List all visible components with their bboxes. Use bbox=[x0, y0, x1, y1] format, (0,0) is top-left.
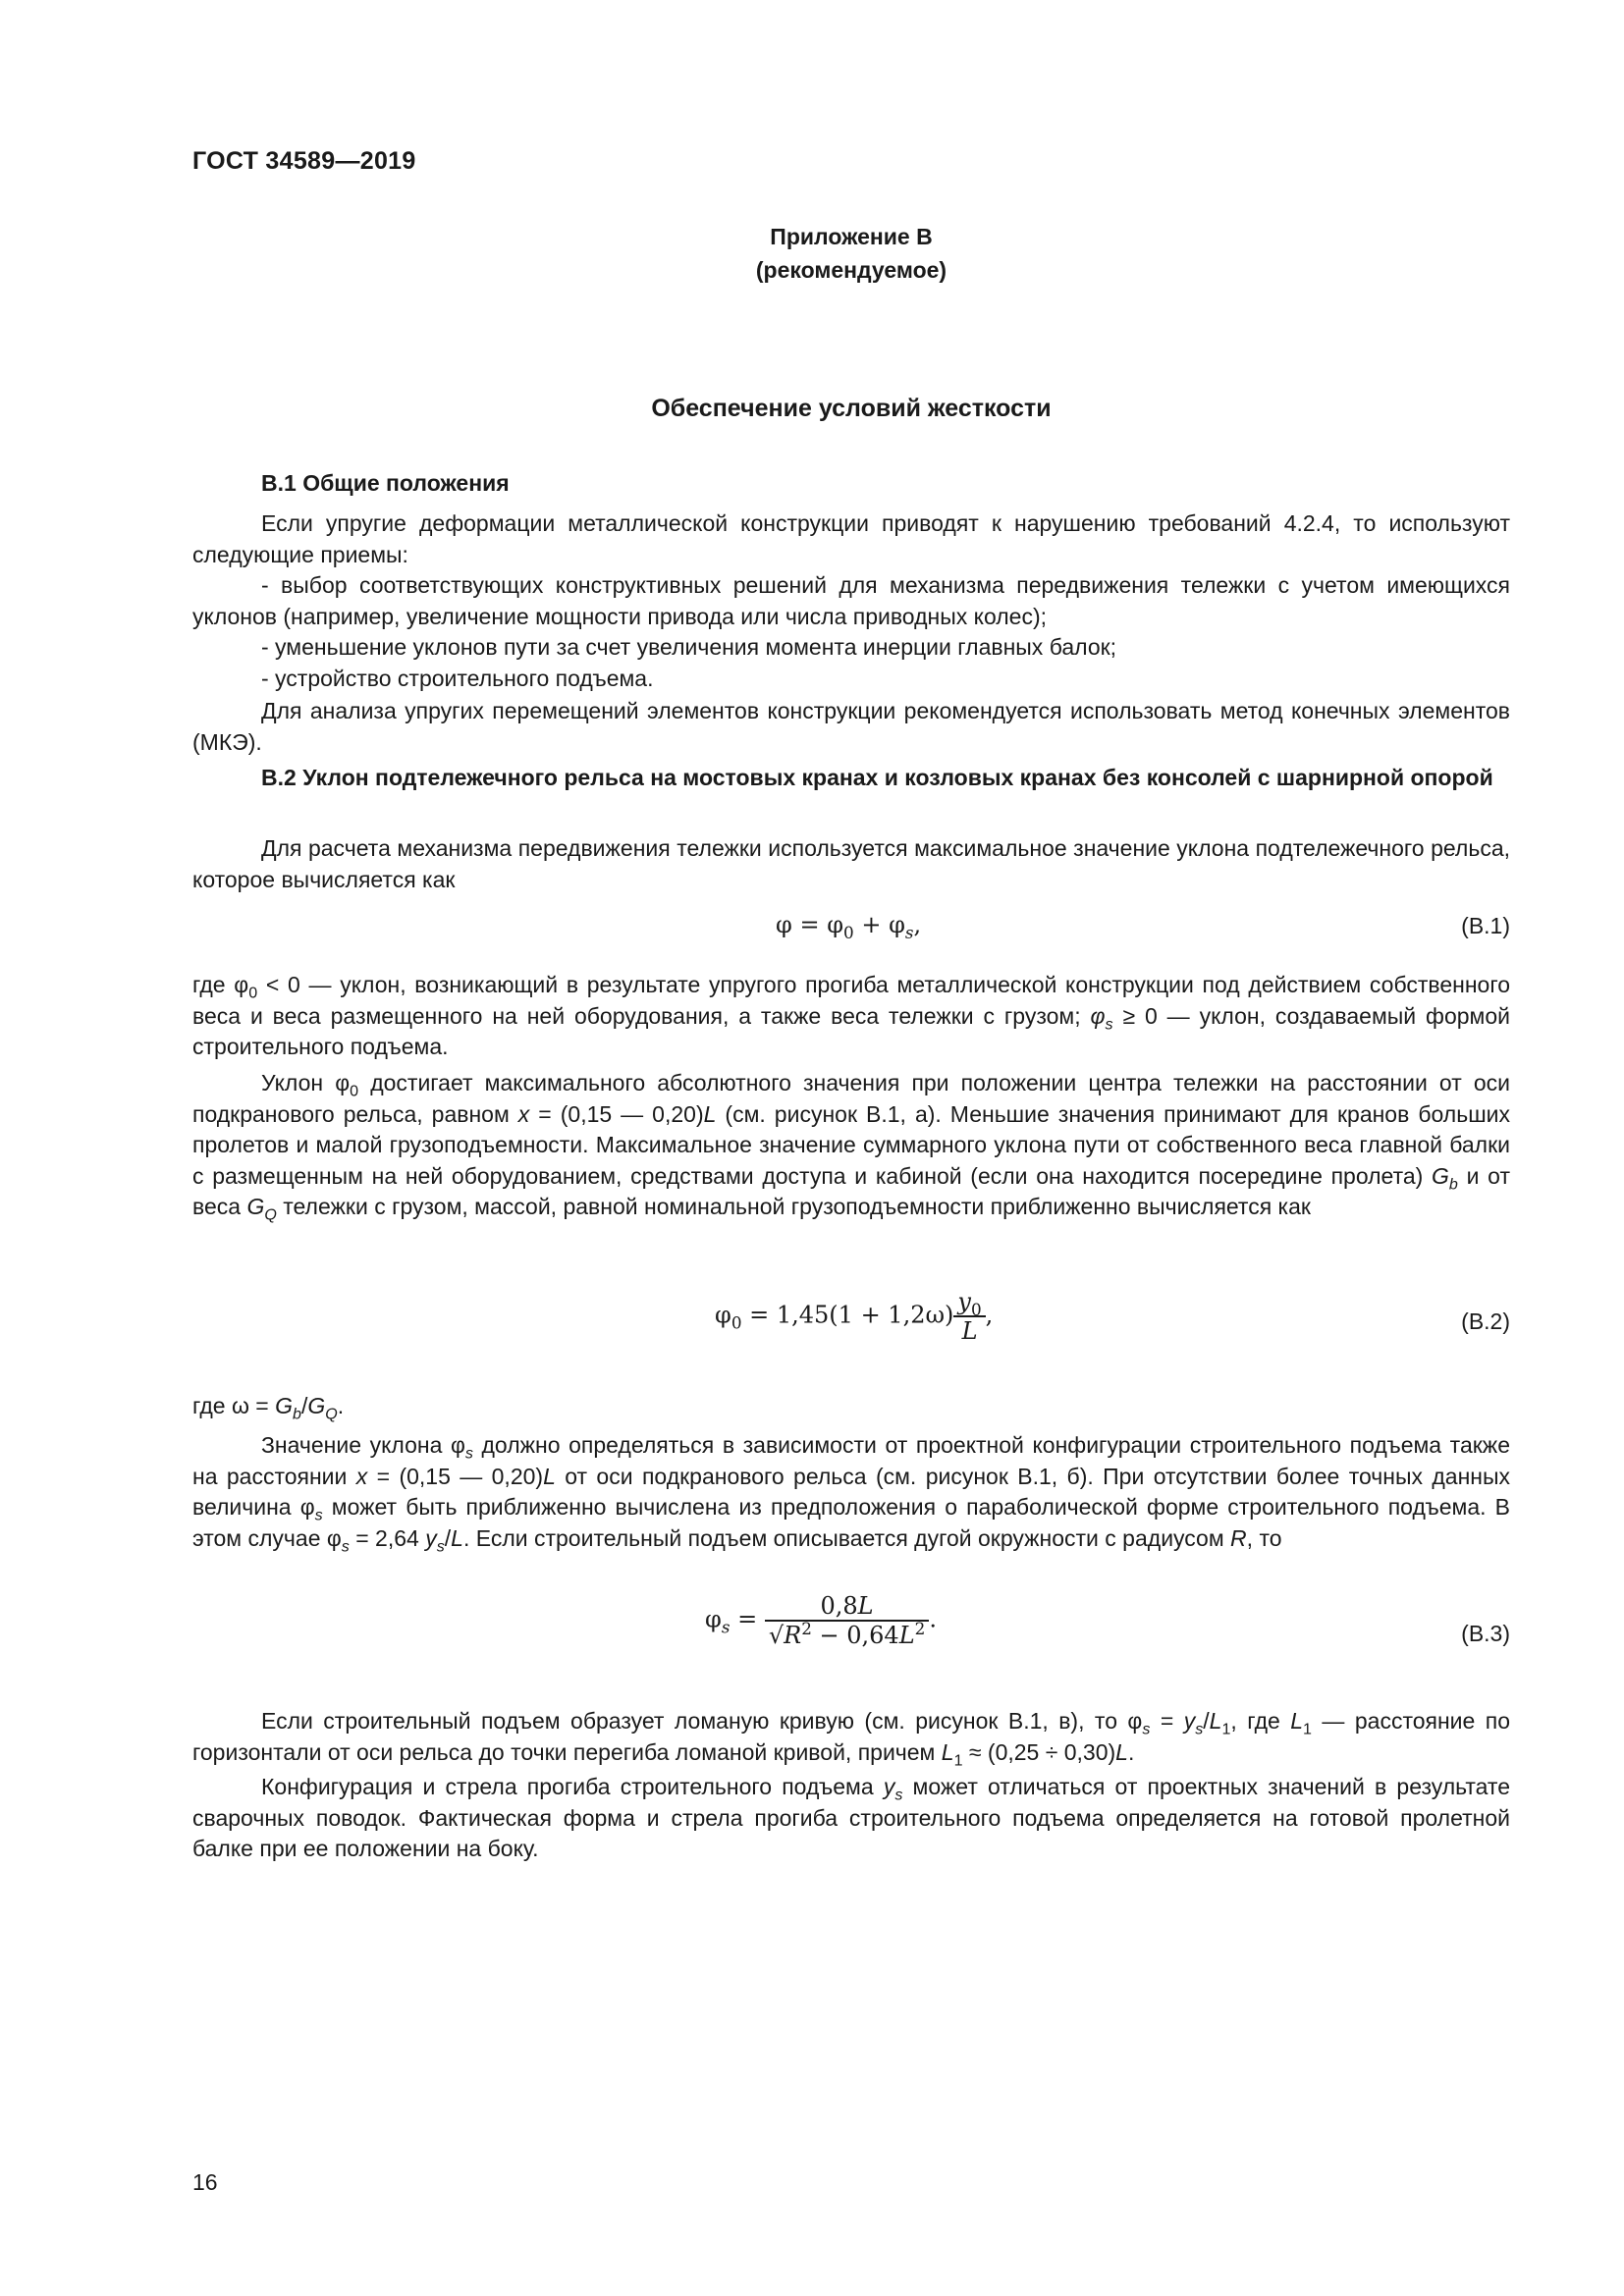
equation-b1: $\varphi = \varphi_0 + \varphi_s$, bbox=[776, 911, 922, 942]
annex-title: Приложение В bbox=[770, 224, 933, 249]
section-heading-b1 bbox=[192, 468, 1510, 500]
section-number: В.2 bbox=[261, 765, 297, 790]
page-number: 16 bbox=[192, 2169, 218, 2195]
paragraph-b2-intro: Для расчета механизма передвижения тележки используется максимальное значение уклона подтележечного рельса, которое вычисляется как bbox=[192, 835, 1510, 892]
paragraph-where-2: где $\omega = G_b/G_Q$. bbox=[192, 1393, 345, 1423]
equation-number: (В.2) bbox=[1461, 1308, 1510, 1334]
paragraph-b2-configuration: Конфигурация и стрела прогиба строительного подъема $y_s$ может отличаться от проектных значений в результате сварочных поводок. Фактическая форма и стрела прогиба строительного подъема определяется на готовой пролетной балке при ее положении на боку. bbox=[192, 1774, 1510, 1861]
fraction: $\frac{0,8L}{√R^2 - 0,64L^2}$ bbox=[765, 1592, 930, 1649]
section-title: Общие положения bbox=[302, 470, 510, 496]
equation-b2: $\varphi_0 = 1,45(1 + 1,2\omega)$ $\frac{y_0}{L}$ , bbox=[715, 1288, 994, 1345]
list-item: - устройство строительного подъема. bbox=[261, 666, 654, 691]
paragraph-b2-polyline: Если строительный подъем образует ломаную кривую (см. рисунок В.1, в), то $\varphi_s = y_s/L_1$, где $L_1$ — расстояние по горизонтали от оси рельса до точки перегиба ломаной кривой, причем $L_1 \approx (0,25 \div 0,30)L$. bbox=[192, 1708, 1510, 1770]
list-item: - уменьшение уклонов пути за счет увеличения момента инерции главных балок; bbox=[261, 634, 1117, 660]
paragraph-b1-intro: Если упругие деформации металлической конструкции приводят к нарушению требований 4.2.4, то используют следующие приемы: bbox=[192, 510, 1510, 567]
equation-number: (В.3) bbox=[1461, 1621, 1510, 1646]
section-heading-b2 bbox=[192, 763, 1510, 794]
standard-code: ГОСТ 34589—2019 bbox=[192, 147, 416, 175]
paragraph-b2-phi0: Уклон $\varphi_0$ достигает максимального абсолютного значения при положении центра тележки на расстоянии от оси подкранового рельса, равном x = (0,15 — 0,20)L (см. рисунок В.1, а). Меньшие значения принимают для кранов больших пролетов и малой грузоподъемности. Максимальное значение суммарного уклона пути от собственного веса главной балки с размещенным на ней оборудованием, средствами доступа и кабиной (если она находится посередине пролета) $G_b$ и от веса $G_Q$ тележки с грузом, массой, равной номинальной грузоподъемности приближенно вычисляется как bbox=[192, 1070, 1511, 1224]
annex-type: (рекомендуемое) bbox=[755, 257, 947, 283]
fraction: $\frac{y_0}{L}$ bbox=[953, 1288, 985, 1345]
list-item: - выбор соответствующих конструктивных решений для механизма передвижения тележки с учетом имеющихся уклонов (например, увеличение мощности привода или числа приводных колес); bbox=[192, 572, 1510, 629]
paragraph-b2-phis: Значение уклона $\varphi_s$ должно определяться в зависимости от проектной конфигурации строительного подъема также на расстоянии x = (0,15 — 0,20)L от оси подкранового рельса (см. рисунок В.1, б). При отсутствии более точных данных величина $\varphi_s$ может быть приближенно вычислена из предположения о параболической форме строительного подъема. В этом случае $\varphi_s = 2,64$ $y_s/L$. Если строительный подъем описывается дугой окружности с радиусом R, то bbox=[192, 1432, 1511, 1556]
paragraph-b1-fem: Для анализа упругих перемещений элементов конструкции рекомендуется использовать метод конечных элементов (МКЭ). bbox=[192, 698, 1510, 755]
equation-number: (В.1) bbox=[1461, 913, 1510, 938]
equation-b3: $\varphi_s$ = $\frac{0,8L}{√R^2 - 0,64L^2}$ . bbox=[705, 1592, 937, 1649]
paragraph-where-1: где $\varphi_0 < 0$ — уклон, возникающий в результате упругого прогиба металлической конструкции под действием собственного веса и веса размещенного на ней оборудования, а также веса тележки с грузом; $\varphi_s \ge 0$ — уклон, создаваемый формой строительного подъема. bbox=[192, 972, 1511, 1059]
section-number: В.1 bbox=[261, 470, 297, 496]
section-title: Уклон подтележечного рельса на мостовых кранах и козловых кранах без консолей с шарнирной опорой bbox=[302, 765, 1493, 790]
annex-main-title: Обеспечение условий жесткости bbox=[651, 395, 1052, 422]
